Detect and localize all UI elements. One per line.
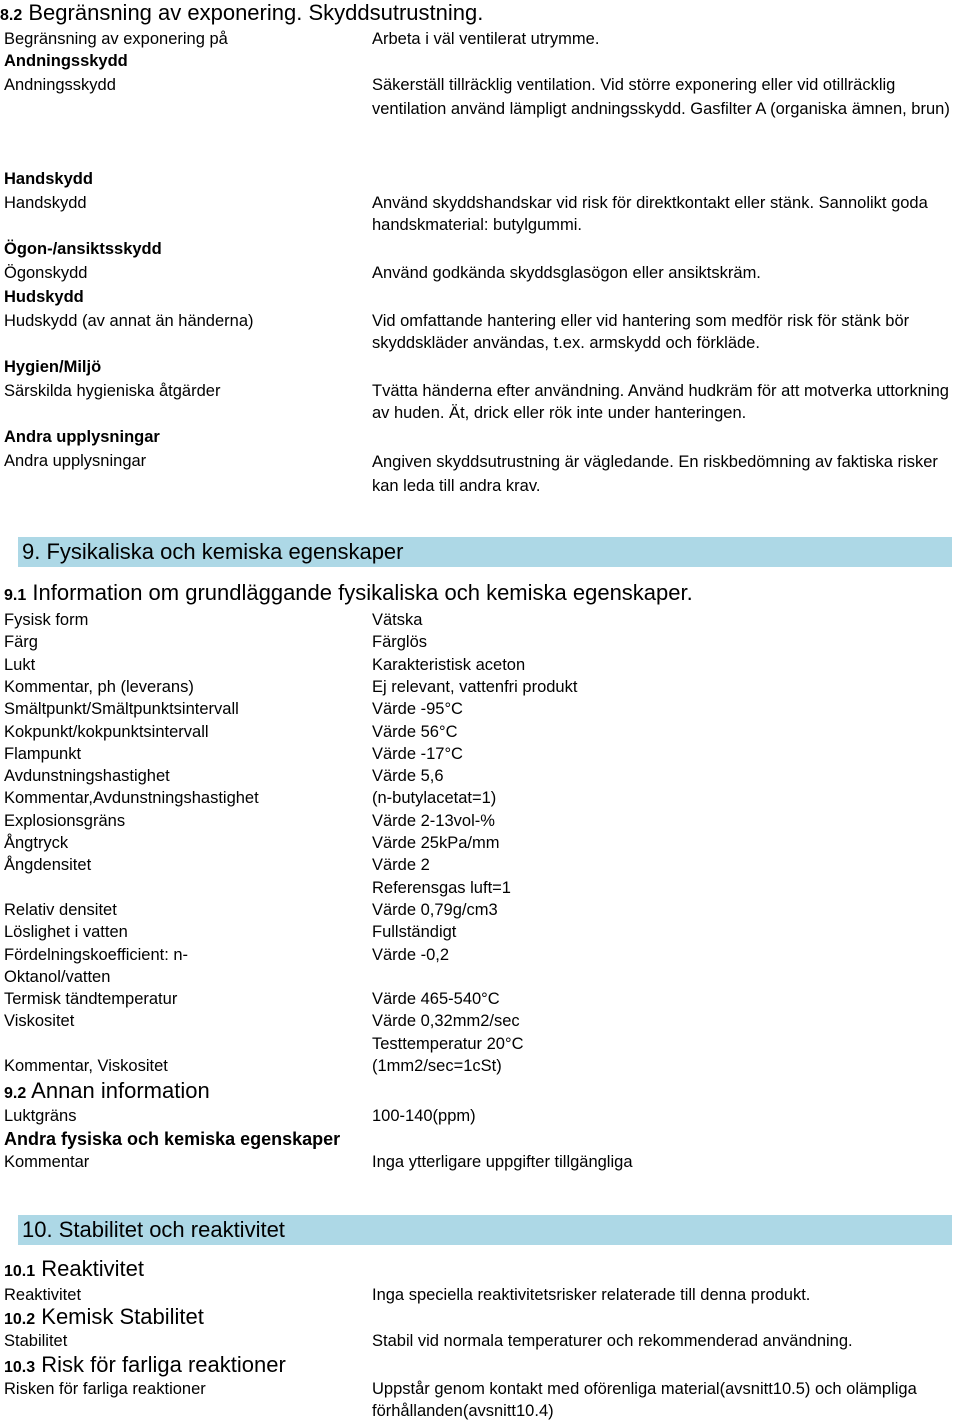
limit-value: Arbeta i väl ventilerat utrymme. [372, 30, 600, 48]
reactivity-label: Reaktivitet [4, 1286, 82, 1304]
hygiene-value: Tvätta händerna efter användning. Använd hudkräm för att motverka uttorkning av huden. Ät, drick eller rök inte under hanteringen. [372, 382, 949, 422]
property-value: Ej relevant, vattenfri produkt [372, 677, 578, 696]
property-value: (n-butylacetat=1) [372, 789, 497, 808]
section-title: Risk för farliga reaktioner [41, 1352, 286, 1377]
property-value: Värde 56°C [372, 722, 458, 741]
property-value: Testtemperatur 20°C [372, 1034, 524, 1053]
stability-value: Stabil vid normala temperaturer och rekommenderad användning. [372, 1332, 853, 1350]
property-value: Värde 2-13vol-% [372, 811, 495, 830]
comment-label: Kommentar [4, 1153, 90, 1171]
hazardous-reactions-label: Risken för farliga reaktioner [4, 1380, 206, 1398]
skin-heading: Hudskydd [4, 288, 84, 306]
property-value: Vätska [372, 611, 423, 629]
section-number: 10.3 [4, 1359, 36, 1376]
eye-value: Använd godkända skyddsglasögon eller ansiktskräm. [372, 264, 761, 282]
property-label: Flampunkt [4, 744, 82, 763]
property-label: Oktanol/vatten [4, 967, 111, 986]
property-label: Fördelningskoefficient: n- [4, 945, 189, 964]
property-value: Fullständigt [372, 923, 457, 942]
property-label: Kommentar,Avdunstningshastighet [4, 789, 259, 808]
hygiene-label: Särskilda hygieniska åtgärder [4, 382, 221, 400]
section-title: Begränsning av exponering. Skyddsutrustning. [28, 0, 484, 25]
property-label: Smältpunkt/Smältpunktsintervall [4, 700, 239, 719]
section-number: 10.2 [4, 1311, 36, 1328]
skin-value: Vid omfattande hantering eller vid hantering som medför risk för stänk bör skyddskläder användas, t.ex. armskydd och förkläde. [372, 312, 910, 352]
property-value: Karakteristisk aceton [372, 655, 526, 674]
other-info-value: Angiven skyddsutrustning är vägledande. En riskbedömning av faktiska risker kan leda till andra krav. [372, 453, 938, 495]
limit-label: Begränsning av exponering på [4, 30, 228, 48]
property-value: Värde 2 [372, 856, 430, 875]
property-label: Ångtryck [4, 834, 69, 852]
section-8-2-heading [0, 0, 483, 29]
respiratory-label: Andningsskydd [4, 76, 116, 94]
hazardous-reactions-value: Uppstår genom kontakt med oförenliga material(avsnitt10.5) och olämpliga förhållanden(avsnitt10.4) [372, 1380, 917, 1420]
property-label: Lukt [4, 655, 36, 674]
odor-threshold-label: Luktgräns [4, 1107, 77, 1125]
property-label: Fysisk form [4, 611, 89, 629]
hygiene-heading: Hygien/Miljö [4, 358, 102, 376]
skin-label: Hudskydd (av annat än händerna) [4, 312, 254, 330]
property-value: (1mm2/sec=1cSt) [372, 1057, 502, 1075]
section-title: Reaktivitet [41, 1256, 144, 1281]
hand-label: Handskydd [4, 194, 87, 212]
property-value: Värde -17°C [372, 744, 463, 763]
section-number: 8.2 [0, 7, 23, 24]
property-value: Värde -95°C [372, 700, 463, 719]
section-number: 9.2 [4, 1085, 27, 1102]
eye-label: Ögonskydd [4, 264, 88, 282]
property-label: Ångdensitet [4, 856, 92, 875]
property-label: Explosionsgräns [4, 811, 126, 830]
property-label: Avdunstningshastighet [4, 767, 170, 786]
property-value: Värde 5,6 [372, 767, 444, 786]
property-value: Värde -0,2 [372, 945, 450, 964]
section-10-banner: 10. Stabilitet och reaktivitet [18, 1215, 952, 1245]
property-value: Färglös [372, 633, 428, 652]
property-value: Värde 465-540°C [372, 990, 500, 1009]
section-number: 9.1 [4, 587, 27, 604]
property-label: Kommentar, ph (leverans) [4, 677, 194, 696]
property-value: Värde 25kPa/mm [372, 834, 500, 852]
reactivity-value: Inga speciella reaktivitetsrisker relaterade till denna produkt. [372, 1286, 811, 1304]
property-value: Värde 0,32mm2/sec [372, 1012, 520, 1031]
hand-heading: Handskydd [4, 170, 93, 188]
hand-value: Använd skyddshandskar vid risk för direktkontakt eller stänk. Sannolikt goda handskmaterial: butylgummi. [372, 194, 928, 234]
section-title: Kemisk Stabilitet [41, 1304, 204, 1329]
section-10-2-heading [4, 1304, 204, 1333]
section-9-2-heading [4, 1078, 210, 1107]
section-10-3-heading [4, 1352, 286, 1381]
section-title: Information om grundläggande fysikaliska och kemiska egenskaper. [32, 580, 693, 605]
odor-threshold-value: 100-140(ppm) [372, 1107, 476, 1125]
other-info-label: Andra upplysningar [4, 452, 147, 470]
property-label: Löslighet i vatten [4, 923, 128, 942]
section-title: Annan information [31, 1078, 210, 1103]
respiratory-value: Säkerställ tillräcklig ventilation. Vid större exponering eller vid otillräcklig ventilation använd lämpligt andningsskydd. Gasfilter A (organiska ämnen, brun) [372, 76, 950, 118]
comment-value: Inga ytterligare uppgifter tillgängliga [372, 1153, 633, 1171]
property-label: Termisk tändtemperatur [4, 990, 178, 1009]
section-9-banner: 9. Fysikaliska och kemiska egenskaper [18, 537, 952, 567]
property-value: Värde 0,79g/cm3 [372, 900, 498, 919]
property-label: Relativ densitet [4, 900, 117, 919]
respiratory-heading: Andningsskydd [4, 52, 128, 70]
property-value: Referensgas luft=1 [372, 878, 511, 897]
property-label: Kommentar, Viskositet [4, 1057, 168, 1075]
property-label: Viskositet [4, 1012, 75, 1031]
other-properties-heading: Andra fysiska och kemiska egenskaper [4, 1129, 341, 1149]
section-number: 10.1 [4, 1263, 36, 1280]
other-info-heading: Andra upplysningar [4, 428, 160, 446]
property-label: Kokpunkt/kokpunktsintervall [4, 722, 209, 741]
stability-label: Stabilitet [4, 1332, 68, 1350]
eye-heading: Ögon-/ansiktsskydd [4, 240, 162, 258]
property-label: Färg [4, 633, 38, 652]
section-10-1-heading [4, 1256, 144, 1285]
section-9-1-heading [4, 580, 693, 609]
